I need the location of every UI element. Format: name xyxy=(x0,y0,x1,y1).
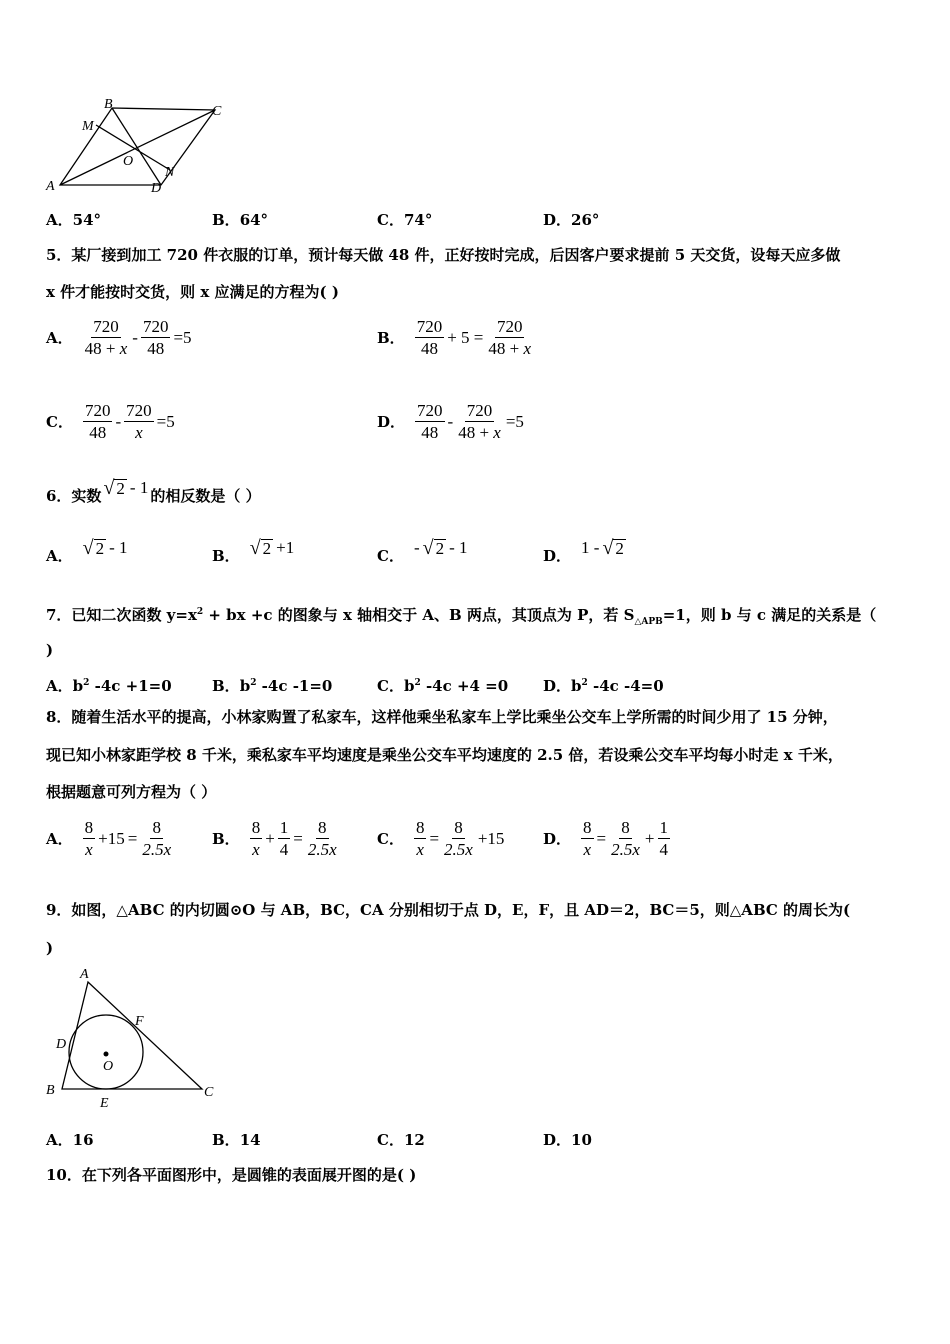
option-c[interactable]: C．74° xyxy=(377,211,433,229)
incircle-triangle-figure xyxy=(40,965,230,1115)
q5-option-b-math: $\frac{720}{48}$ + 5 = $\frac{720}{48 + x}$ xyxy=(416,317,532,358)
label-O: O xyxy=(123,154,134,169)
label-O: O xyxy=(103,1059,114,1074)
q7-option-d[interactable]: D．$b^2$ -4c -4=0 xyxy=(543,677,664,695)
question-5-line-1: 5．某厂接到加工 720 件衣服的订单，预计每天做 48 件，正好按时完成，后因客户要求提前 5 天交货，设每天应多做 xyxy=(46,246,841,264)
q8-option-b[interactable]: B． $\frac{8}{x}$ + $\frac{1}{4}$ = $\frac{8}{2.5x}$ xyxy=(212,818,337,859)
q6-option-c[interactable]: C． - √ 2 - 1 xyxy=(377,537,468,565)
q8-option-a[interactable]: A． $\frac{8}{x}$ +15 = $\frac{8}{2.5x}$ xyxy=(46,818,172,859)
q7-option-c[interactable]: C．$b^2$ -4c +4 =0 xyxy=(377,677,509,695)
question-9-line-2: ) xyxy=(46,939,54,957)
q5-option-a-math: $\frac{720}{48 + x}$ - $\frac{720}{48}$ =5 xyxy=(84,317,192,358)
q5-option-d[interactable]: D． $\frac{720}{48}$ - $\frac{720}{48 + x}$ =5 xyxy=(377,401,524,442)
q9-option-a[interactable]: A．16 xyxy=(46,1131,94,1149)
label-A: A xyxy=(80,967,89,982)
label-A: A xyxy=(46,179,55,194)
option-a[interactable]: A．54° xyxy=(46,211,102,229)
q5-option-d-math: $\frac{720}{48}$ - $\frac{720}{48 + x}$ =5 xyxy=(417,401,524,442)
question-9-line-1: 9．如图，△ABC 的内切圆⊙O 与 AB，BC，CA 分别相切于点 D，E，F，且 AD＝2，BC＝5，则△ABC 的周长为( xyxy=(46,901,851,919)
label-B: B xyxy=(104,98,113,112)
q5-option-c[interactable]: C． $\frac{720}{48}$ - $\frac{720}{x}$ =5 xyxy=(46,401,175,442)
label-F: F xyxy=(135,1014,144,1029)
q9-option-c[interactable]: C．12 xyxy=(377,1131,425,1149)
label-D: D xyxy=(56,1037,67,1052)
label-B: B xyxy=(46,1083,55,1098)
q8-option-d[interactable]: D． $\frac{8}{x}$ = $\frac{8}{2.5x}$ + $\frac{1}{4}$ xyxy=(543,818,668,859)
q5-option-b[interactable]: B． $\frac{720}{48}$ + 5 = $\frac{720}{48 + x}$ xyxy=(377,317,532,358)
question-5-line-2: x 件才能按时交货，则 x 应满足的方程为( ) xyxy=(46,283,339,301)
question-7-line-2: ) xyxy=(46,641,54,659)
q6-option-b[interactable]: B． √ 2 +1 xyxy=(212,537,295,565)
q6-option-d[interactable]: D． 1 - √ 2 xyxy=(543,537,624,565)
q9-option-b[interactable]: B．14 xyxy=(212,1131,261,1149)
question-8-line-1: 8．随着生活水平的提高，小林家购置了私家车，这样他乘坐私家车上学比乘坐公交车上学所需的时间少用了 15 分钟， xyxy=(46,708,838,726)
label-M: M xyxy=(82,119,94,134)
option-b[interactable]: B．64° xyxy=(212,211,269,229)
q5-option-c-math: $\frac{720}{48}$ - $\frac{720}{x}$ =5 xyxy=(84,401,175,442)
option-d[interactable]: D．26° xyxy=(543,211,600,229)
label-E: E xyxy=(100,1096,109,1111)
q9-option-d[interactable]: D．10 xyxy=(543,1131,592,1149)
parallelogram-figure xyxy=(40,98,240,198)
label-C: C xyxy=(212,104,222,119)
question-7-line-1: 7．已知二次函数 $y=x^2$ + bx +c 的图象与 x 轴相交于 A、B 两点，其顶点为 P，若 $S_{\triangle APB}=1$，则 b 与 c 满足的关系是（ xyxy=(46,606,877,627)
question-8-line-3: 根据题意可列方程为（ ） xyxy=(46,783,217,801)
label-D: D xyxy=(151,181,162,196)
label-C: C xyxy=(204,1085,214,1100)
q5-option-a[interactable]: A． $\frac{720}{48 + x}$ - $\frac{720}{48}$ =5 xyxy=(46,317,192,358)
q7-option-b[interactable]: B．$b^2$ -4c -1=0 xyxy=(212,677,333,695)
q7-option-a[interactable]: A．$b^2$ -4c +1=0 xyxy=(46,677,172,695)
q6-option-a[interactable]: A． √ 2 - 1 xyxy=(46,537,128,565)
question-8-line-2: 现已知小林家距学校 8 千米，乘私家车平均速度是乘坐公交车平均速度的 2.5 倍，若设乘公交车平均每小时走 x 千米， xyxy=(46,746,843,764)
q8-option-c[interactable]: C． $\frac{8}{x}$ = $\frac{8}{2.5x}$ +15 xyxy=(377,818,505,859)
question-6: 6．实数 √ 2 - 1 的相反数是（ ） xyxy=(46,477,261,505)
question-10-line-1: 10．在下列各平面图形中，是圆锥的表面展开图的是( ) xyxy=(46,1166,417,1184)
label-N: N xyxy=(165,165,175,180)
